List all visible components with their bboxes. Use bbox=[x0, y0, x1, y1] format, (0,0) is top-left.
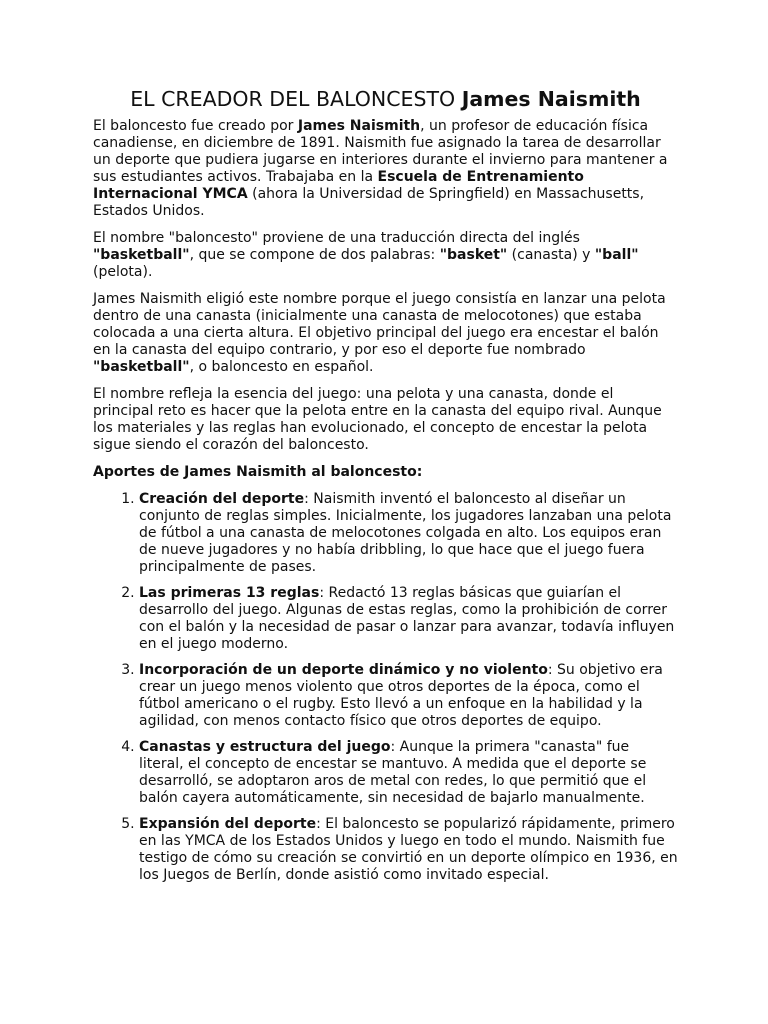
list-item bbox=[139, 739, 678, 807]
list-item-text: : El baloncesto se popularizó rápidamente, primero en las YMCA de los Estados Unidos y luego en todo el mundo. Naismith fue testigo de cómo su creación se convirtió en un deporte olímpico en 1936, en los Juegos de Berlín, donde asistió como invitado especial. bbox=[139, 816, 678, 883]
p1-text-1: El baloncesto fue creado por bbox=[93, 118, 298, 134]
list-item bbox=[139, 816, 678, 884]
p2-text-2: , que se compone de dos palabras: bbox=[189, 247, 440, 263]
p2-bold-3: "ball" bbox=[594, 247, 639, 263]
p2-text-1: El nombre "baloncesto" proviene de una traducción directa del inglés bbox=[93, 230, 580, 246]
list-item bbox=[139, 662, 678, 730]
p2-bold-1: "basketball" bbox=[93, 247, 190, 263]
contributions-list bbox=[93, 491, 678, 884]
title-main: EL CREADOR DEL BALONCESTO bbox=[130, 87, 456, 111]
p1-bold-2: Escuela de Entrenamiento Internacional YMCA bbox=[93, 169, 584, 202]
list-item-term: Creación del deporte bbox=[139, 491, 305, 507]
p1-bold-1: James Naismith bbox=[297, 118, 421, 134]
p3-bold-1: "basketball" bbox=[93, 359, 190, 375]
p1-text-3: (ahora la Universidad de Springfield) en Massachusetts, Estados Unidos. bbox=[93, 186, 645, 219]
page-title bbox=[93, 86, 678, 112]
p2-text-4: (pelota). bbox=[93, 264, 153, 280]
essence-paragraph: El nombre refleja la esencia del juego: una pelota y una canasta, donde el principal reto es hacer que la pelota entre en la canasta del equipo rival. Aunque los materiales y las reglas han evolucionado, el concepto de encestar la pelota sigue siendo el corazón del baloncesto. bbox=[93, 386, 662, 453]
list-item-text: : Su objetivo era crear un juego menos violento que otros deportes de la época, como el fútbol americano o el rugby. Esto llevó a un enfoque en la habilidad y la agilidad, con menos contacto físico que otros deportes de equipo. bbox=[139, 662, 663, 729]
p2-text-3: (canasta) y bbox=[507, 247, 595, 263]
list-item-term: Expansión del deporte bbox=[139, 816, 317, 832]
list-item-text: : Redactó 13 reglas básicas que guiarían el desarrollo del juego. Algunas de estas reglas, como la prohibición de correr con el balón y la necesidad de pasar o lanzar para avanzar, todavía influyen en el juego moderno. bbox=[139, 585, 675, 652]
name-origin-paragraph bbox=[93, 230, 678, 281]
name-choice-paragraph bbox=[93, 291, 678, 376]
list-item bbox=[139, 491, 678, 576]
list-item-term: Incorporación de un deporte dinámico y no violento bbox=[139, 662, 548, 678]
list-item bbox=[139, 585, 678, 653]
intro-paragraph bbox=[93, 118, 678, 220]
p3-text-2: , o baloncesto en español. bbox=[189, 359, 374, 375]
p2-bold-2: "basket" bbox=[439, 247, 508, 263]
list-item-term: Canastas y estructura del juego bbox=[139, 739, 391, 755]
document-page bbox=[93, 86, 678, 893]
list-item-term: Las primeras 13 reglas bbox=[139, 585, 320, 601]
contributions-heading: Aportes de James Naismith al baloncesto: bbox=[93, 464, 423, 480]
list-item-text: : Aunque la primera "canasta" fue literal, el concepto de encestar se mantuvo. A medida que el deporte se desarrolló, se adoptaron aros de metal con redes, lo que permitió que el balón cayera automáticamente, sin necesidad de bajarlo manualmente. bbox=[139, 739, 647, 806]
list-item-text: : Naismith inventó el baloncesto al diseñar un conjunto de reglas simples. Inicialmente, los jugadores lanzaban una pelota de fútbol a una canasta de melocotones colgada en alto. Los equipos eran de nueve jugadores y no había dribbling, lo que hace que el juego fuera principalmente de pases. bbox=[139, 491, 672, 575]
title-name: James Naismith bbox=[461, 87, 641, 111]
p3-text-1: James Naismith eligió este nombre porque el juego consistía en lanzar una pelota dentro de una canasta (inicialmente una canasta de melocotones) que estaba colocada a una cierta altura. El objetivo principal del juego era encestar el balón en la canasta del equipo contrario, y por eso el deporte fue nombrado bbox=[93, 291, 666, 358]
p1-text-2: , un profesor de educación física canadiense, en diciembre de 1891. Naismith fue asignado la tarea de desarrollar un deporte que pudiera jugarse en interiores durante el invierno para mantener a sus estudiantes activos. Trabajaba en la bbox=[93, 118, 668, 185]
